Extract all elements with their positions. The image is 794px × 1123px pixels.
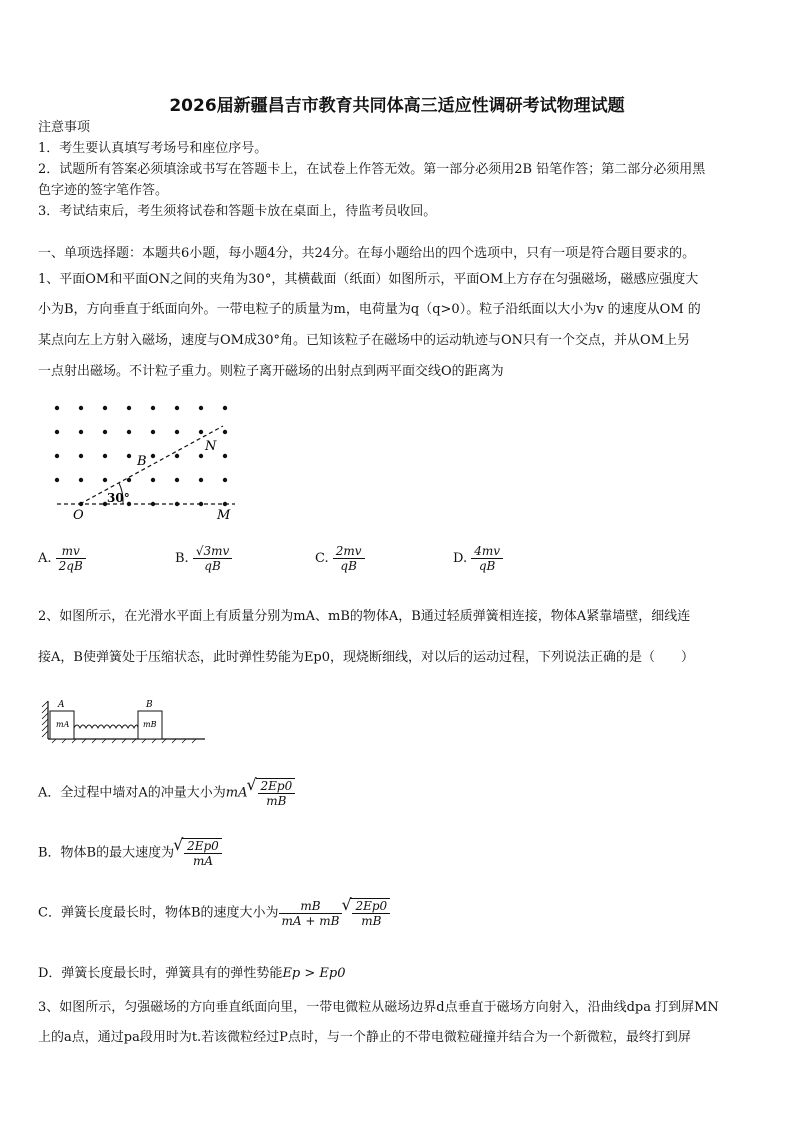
field-dot: [103, 478, 107, 482]
field-dot: [199, 430, 203, 434]
field-dot: [175, 478, 179, 482]
denominator: mB: [266, 794, 287, 808]
fraction: [279, 899, 343, 928]
field-dot: [175, 454, 179, 458]
q1-text: 一点射出磁场。不计粒子重力。则粒子离开磁场的出射点到两平面交线O的距离为: [38, 364, 504, 379]
q2-text: 2、如图所示，在光滑水平面上有质量分别为mA、mB的物体A，B通过轻质弹簧相连接，物体A紧靠墙壁，细线连: [38, 609, 691, 624]
option-letter: B.: [175, 551, 189, 566]
numerator: √3mv: [193, 544, 232, 559]
denominator: mA: [192, 854, 213, 868]
q1-option-d[interactable]: [453, 544, 503, 573]
section-heading: 一、单项选择题：本题共6小题，每小题4分，共24分。在每小题给出的四个选项中，只有一项是符合题目要求的。: [38, 246, 696, 261]
option-a-fraction: [56, 544, 86, 573]
option-text: D．弹簧长度最长时，弹簧具有的弹性势能: [38, 966, 283, 981]
field-dot: [79, 478, 83, 482]
field-dot: [175, 406, 179, 410]
label-n: N: [205, 439, 217, 454]
field-dot: [79, 430, 83, 434]
field-dot: [199, 454, 203, 458]
q1-text: 1、平面OM和平面ON之间的夹角为30°，其横截面（纸面）如图所示，平面OM上方存在匀强磁场，磁感应强度大: [38, 272, 699, 287]
option-letter: A.: [38, 551, 52, 566]
option-letter: D.: [453, 551, 468, 566]
q2-option-a[interactable]: [38, 778, 295, 808]
q3-text: 3、如图所示，匀强磁场的方向垂直纸面向里，一带电微粒从磁场边界d点垂直于磁场方向射入，沿曲线dpa 打到屏MN: [38, 1000, 719, 1015]
q1-text: 某点向左上方射入磁场，速度与OM成30°角。已知该粒子在磁场中的运动轨迹与ON只有一个交点，并从OM上另: [38, 333, 691, 348]
option-c-fraction: [333, 544, 365, 573]
option-text: A．全过程中墙对A的冲量大小为: [38, 785, 226, 801]
field-dot: [127, 430, 131, 434]
option-text: C．弹簧长度最长时，物体B的速度大小为: [38, 905, 279, 921]
field-dot: [127, 454, 131, 458]
q2-option-d[interactable]: [38, 962, 346, 981]
math-ma: mA: [225, 785, 248, 801]
field-dot: [79, 454, 83, 458]
denominator: qB: [478, 559, 496, 573]
field-dot: [199, 406, 203, 410]
block-a-label: A: [58, 700, 65, 710]
field-dot: [175, 430, 179, 434]
field-dot: [79, 406, 83, 410]
denominator: mA + mB: [281, 913, 340, 928]
field-dot: [223, 430, 227, 434]
field-dot: [151, 406, 155, 410]
numerator: √ 2Ep0: [352, 899, 390, 914]
math-expression: Ep > Ep0: [282, 966, 346, 981]
page-title: 2026届新疆昌吉市教育共同体高三适应性调研考试物理试题: [169, 96, 625, 116]
option-text: B．物体B的最大速度为: [38, 845, 175, 861]
field-dot: [223, 478, 227, 482]
field-dot: [103, 406, 107, 410]
numerator: 4mv: [471, 544, 503, 559]
notice-item: 3．考试结束后，考生须将试卷和答题卡放在桌面上，待监考员收回。: [38, 204, 437, 219]
field-dot: [103, 430, 107, 434]
option-d-fraction: [471, 544, 503, 573]
field-dot: [55, 478, 59, 482]
field-dot: [55, 430, 59, 434]
field-dot: [151, 478, 155, 482]
block-b-mass: mB: [143, 720, 157, 729]
angle-label: 30°: [107, 491, 130, 505]
field-dot: [55, 454, 59, 458]
notice-heading: 注意事项: [38, 120, 91, 135]
block-a-mass: mA: [56, 720, 70, 729]
numerator: √ 2Ep0: [258, 779, 296, 794]
notice-item: 2．试题所有答案必须填涂或书写在答题卡上，在试卷上作答无效。第一部分必须用2B 铅笔作答；第二部分必须用黑: [38, 162, 706, 177]
option-b-fraction: [193, 544, 232, 573]
field-dot: [223, 406, 227, 410]
notice-item: 1．考生要认真填写考场号和座位序号。: [38, 141, 268, 156]
q3-text: 上的a点，通过pa段用时为t.若该微粒经过P点时，与一个静止的不带电微粒碰撞并结合为一个新微粒，最终打到屏: [38, 1030, 691, 1045]
field-dot: [151, 454, 155, 458]
fraction: [258, 779, 296, 808]
option-letter: C.: [315, 551, 329, 566]
denominator: qB: [204, 559, 221, 573]
q1-option-b[interactable]: [175, 544, 232, 573]
field-dot: [127, 478, 131, 482]
numerator: 2mv: [333, 544, 365, 559]
fraction: [352, 899, 390, 928]
numerator: mv: [56, 544, 86, 559]
sqrt-expression: [182, 838, 222, 868]
q2-option-c[interactable]: [38, 898, 390, 928]
q1-text: 小为B，方向垂直于纸面向外。一带电粒子的质量为m，电荷量为q（q>0）。粒子沿纸面以大小为v 的速度从OM 的: [38, 302, 701, 317]
field-dot: [151, 430, 155, 434]
field-dot: [103, 454, 107, 458]
sqrt-expression: [350, 898, 390, 928]
q1-option-a[interactable]: [38, 544, 86, 573]
field-dot: [55, 406, 59, 410]
q2-text: 接A，B使弹簧处于压缩状态，此时弹性势能为Ep0，现烧断细线，对以后的运动过程，下列说法正确的是（ ）: [38, 650, 695, 665]
denominator: mB: [361, 914, 382, 928]
block-b-label: B: [146, 700, 153, 710]
notice-item: 色字迹的签字笔作答。: [38, 183, 169, 198]
field-dot: [223, 454, 227, 458]
field-dot: [199, 478, 203, 482]
q2-spring-figure: [40, 695, 210, 745]
q1-option-c[interactable]: [315, 544, 365, 573]
q2-option-b[interactable]: [38, 838, 222, 868]
denominator: qB: [340, 559, 357, 573]
numerator: √ 2Ep0: [184, 839, 222, 854]
field-dot: [127, 406, 131, 410]
label-m: M: [217, 508, 231, 523]
sqrt-expression: [256, 778, 296, 808]
numerator: mB: [279, 899, 343, 914]
q1-magnetic-field-figure: [45, 398, 245, 523]
label-o: O: [73, 508, 84, 523]
label-b: B: [137, 454, 147, 469]
denominator: 2qB: [58, 559, 83, 573]
fraction: [184, 839, 222, 868]
